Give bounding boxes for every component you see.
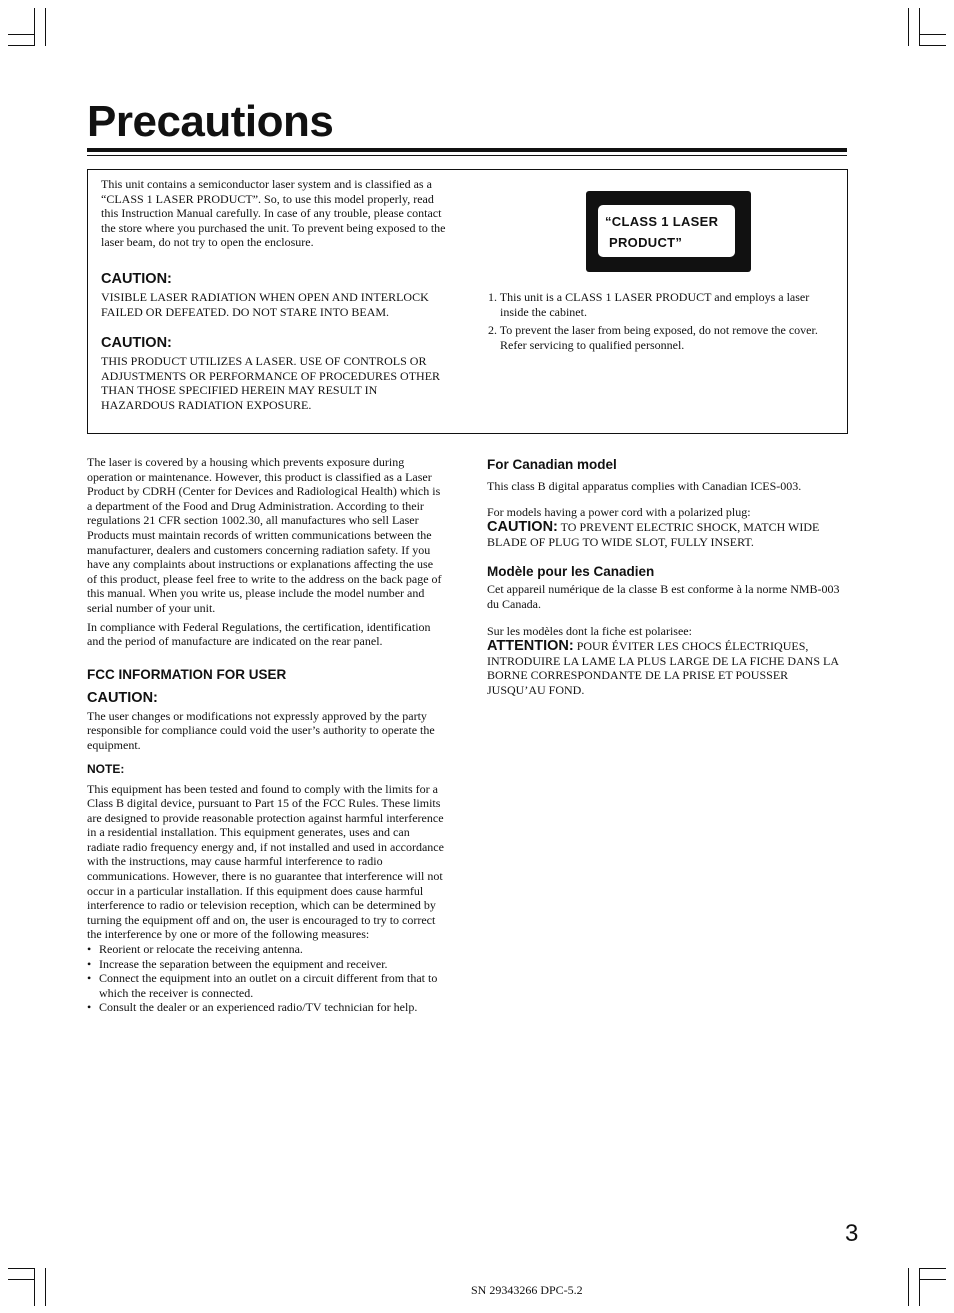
attention-label: ATTENTION: (487, 638, 574, 655)
caution-text: TO PREVENT ELECTRIC SHOCK, MATCH WIDE BLADE OF PLUG TO WIDE SLOT, FULLY INSERT. (487, 520, 820, 549)
caution-text: VISIBLE LASER RADIATION WHEN OPEN AND INTERLOCK FAILED OR DEFEATED. DO NOT STARE INTO BEAM. (101, 289, 429, 319)
note-text: This equipment has been tested and found to comply with the limits for a Class B digital device, pursuant to Part 15 of the FCC Rules. These limits are designed to provide reasonable protection against harmful interference in a residential installation. This equipment generates, uses and can radiate radio frequency energy and, if not installed and used in accordance with the instructions, may cause harmful interference to radio communications. However, there is no guarantee that interference will not occur in a particular installation. If this equipment does cause harmful interference to radio or television reception, which can be determined by turning the equipment off and on, the user is encouraged to try to correct the interference by one or more of the following measures: (87, 781, 444, 942)
list-item: • Reorient or relocate the receiving antenna. (87, 942, 445, 957)
polarized-text: For models having a power cord with a polarized plug: (487, 504, 751, 519)
fcc-caution-heading: CAUTION: (87, 689, 158, 706)
laser-housing-paragraph: The laser is covered by a housing which prevents exposure during operation or maintenance. However, this product is classified as a Laser Product by CDRH (Center for Devices and Radiological Health) which is a department of the Food and Drug Administration. According to their regulations 21 CFR section 1002.30, all manufactures who sell Laser Products must maintain records of written communications between the manufacturer, dealers and customers concerning radiation safety. If you have any complaints about instructions or explanations affecting the use of this product, please feel free to write to the address on the back page of this manual. When you write us, please include the model number and serial number of your unit. (87, 455, 442, 615)
measures-list (87, 942, 445, 1015)
page-title: Precautions (87, 97, 334, 146)
label-line: “CLASS 1 LASER (605, 214, 719, 229)
laser-notes (488, 290, 818, 356)
laser-warning-text (101, 177, 451, 413)
caution-text: THIS PRODUCT UTILIZES A LASER. USE OF CONTROLS OR ADJUSTMENTS OR PERFORMANCE OF PROCEDURES OTHER THAN THOSE SPECIFIED HEREIN MAY RESULT IN HAZARDOUS RADIATION EXPOSURE. (101, 354, 441, 412)
class-1-laser-label-inner (598, 205, 735, 257)
footer-code: SN 29343266 DPC-5.2 (471, 1283, 583, 1297)
title-rule (87, 148, 847, 152)
caution-heading: CAUTION: (101, 270, 172, 287)
compliance-paragraph: In compliance with Federal Regulations, the certification, identification and the period of manufacture are indicated on the rear panel. (87, 619, 431, 649)
canadian-text: This class B digital apparatus complies with Canadian ICES-003. (487, 479, 802, 493)
fcc-caution-text: The user changes or modifications not expressly approved by the party responsible for compliance could void the user’s authority to operate the equipment. (87, 708, 435, 752)
note-heading: NOTE: (87, 761, 125, 776)
attention-text: POUR ÉVITER LES CHOCS ÉLECTRIQUES, INTRODUIRE LA LAME LA PLUS LARGE DE LA FICHE DANS LA BORNE CORRESPONDANTE DE LA PRISE ET POUSSER JUSQU’AU FOND. (487, 639, 839, 697)
laser-warning-box (87, 169, 848, 434)
caution-heading: CAUTION: (101, 335, 172, 352)
class-1-laser-label (586, 191, 751, 272)
list-item: • Increase the separation between the equipment and receiver. (87, 957, 445, 972)
laser-note-item: 2. To prevent the laser from being exposed, do not remove the cover. Refer servicing to qualified personnel. (488, 323, 818, 352)
french-heading: Modèle pour les Canadien (487, 564, 655, 580)
french-attention (487, 639, 847, 697)
laser-note-item: 1. This unit is a CLASS 1 LASER PRODUCT and employs a laser inside the cabinet. (488, 290, 810, 319)
caution-label: CAUTION: (487, 519, 558, 536)
page-number: 3 (845, 1220, 859, 1247)
list-item: • Connect the equipment into an outlet on a circuit different from that to which the receiver is connected. (87, 971, 445, 1000)
right-column (487, 456, 847, 698)
fcc-heading: FCC INFORMATION FOR USER (87, 666, 287, 682)
title-rule-thin (87, 155, 847, 156)
polarized-caution (487, 520, 847, 549)
laser-intro: This unit contains a semiconductor laser system and is classified as a “CLASS 1 LASER PRODUCT”. So, to use this model properly, read this Instruction Manual carefully. In case of any trouble, please contact the store where you purchased the unit. To prevent being exposed to the laser beam, do not try to open the enclosure. (101, 177, 446, 250)
left-column (87, 455, 445, 1015)
french-text: Cet appareil numérique de la classe B est conforme à la norme NMB-003 du Canada. (487, 582, 840, 611)
french-polarized: Sur les modèles dont la fiche est polarisee: (487, 623, 692, 638)
canadian-heading: For Canadian model (487, 457, 617, 472)
label-line: PRODUCT” (609, 235, 683, 250)
list-item: • Consult the dealer or an experienced radio/TV technician for help. (87, 1000, 445, 1015)
